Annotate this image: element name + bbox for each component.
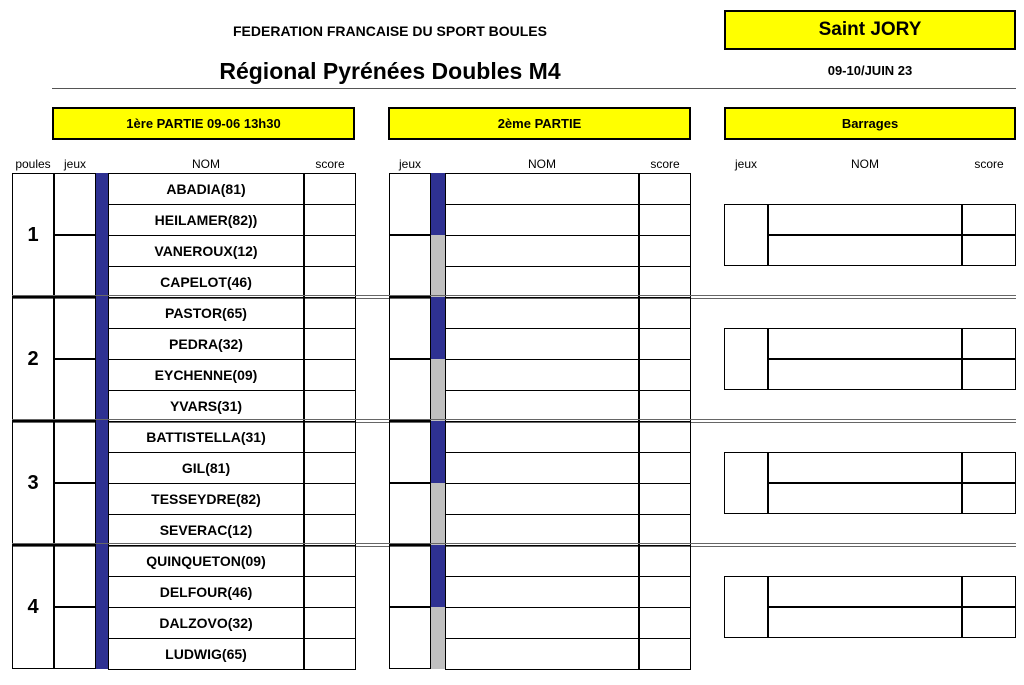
round2-name-cell[interactable] xyxy=(445,173,639,205)
round2-jeux-cell[interactable] xyxy=(389,607,431,669)
team-color-bar xyxy=(96,576,108,607)
barrage-name-cell[interactable] xyxy=(768,483,962,514)
round2-team-bar xyxy=(431,297,445,328)
player-name: PEDRA(32) xyxy=(108,328,304,360)
barrage-jeux-cell[interactable] xyxy=(724,576,768,638)
round2-team-bar xyxy=(431,545,445,576)
player-name: SEVERAC(12) xyxy=(108,514,304,546)
round1-score-cell[interactable] xyxy=(304,514,356,546)
round2-name-cell[interactable] xyxy=(445,638,639,670)
player-name: PASTOR(65) xyxy=(108,297,304,329)
federation-name: FEDERATION FRANCAISE DU SPORT BOULES xyxy=(233,23,547,39)
round2-name-cell[interactable] xyxy=(445,483,639,515)
pool-number: 1 xyxy=(12,173,54,297)
round1-score-cell[interactable] xyxy=(304,328,356,360)
round2-score-cell[interactable] xyxy=(639,607,691,639)
round1-score-cell[interactable] xyxy=(304,638,356,670)
round2-team-bar xyxy=(431,607,445,638)
col-header-nom-r2: NOM xyxy=(528,157,556,171)
round1-jeux-cell[interactable] xyxy=(54,173,96,235)
round2-score-cell[interactable] xyxy=(639,297,691,329)
page-title: Régional Pyrénées Doubles M4 xyxy=(219,57,561,84)
pool-number: 4 xyxy=(12,545,54,669)
round2-score-cell[interactable] xyxy=(639,576,691,608)
round2-name-cell[interactable] xyxy=(445,514,639,546)
col-header-jeux-r1: jeux xyxy=(63,157,86,171)
round2-jeux-cell[interactable] xyxy=(389,421,431,483)
round2-score-cell[interactable] xyxy=(639,328,691,360)
round1-score-cell[interactable] xyxy=(304,359,356,391)
barrage-score-cell[interactable] xyxy=(962,359,1016,390)
round1-jeux-cell[interactable] xyxy=(54,607,96,669)
barrage-score-cell[interactable] xyxy=(962,452,1016,483)
round2-name-cell[interactable] xyxy=(445,576,639,608)
venue-box: Saint JORY xyxy=(724,10,1016,50)
team-color-bar xyxy=(96,173,108,204)
pool-separator xyxy=(12,543,1016,544)
col-header-score-barrage: score xyxy=(974,157,1004,171)
round2-score-cell[interactable] xyxy=(639,483,691,515)
barrage-name-cell[interactable] xyxy=(768,359,962,390)
round2-team-bar xyxy=(431,452,445,483)
col-header-jeux-barrage: jeux xyxy=(734,157,757,171)
round2-team-bar xyxy=(431,638,445,669)
player-name: BATTISTELLA(31) xyxy=(108,421,304,453)
round2-score-cell[interactable] xyxy=(639,514,691,546)
round1-jeux-cell[interactable] xyxy=(54,359,96,421)
team-color-bar xyxy=(96,545,108,576)
round1-score-cell[interactable] xyxy=(304,235,356,267)
barrage-score-cell[interactable] xyxy=(962,483,1016,514)
barrage-name-cell[interactable] xyxy=(768,607,962,638)
player-name: QUINQUETON(09) xyxy=(108,545,304,577)
barrage-score-cell[interactable] xyxy=(962,235,1016,266)
team-color-bar xyxy=(96,638,108,669)
barrage-jeux-cell[interactable] xyxy=(724,452,768,514)
event-date: 09-10/JUIN 23 xyxy=(827,62,913,78)
round1-score-cell[interactable] xyxy=(304,545,356,577)
col-header-nom-r1: NOM xyxy=(192,157,220,171)
pool-number: 3 xyxy=(12,421,54,545)
round1-score-cell[interactable] xyxy=(304,421,356,453)
round2-team-bar xyxy=(431,483,445,514)
round2-team-bar xyxy=(431,390,445,421)
barrage-jeux-cell[interactable] xyxy=(724,204,768,266)
round2-jeux-cell[interactable] xyxy=(389,173,431,235)
round1-jeux-cell[interactable] xyxy=(54,545,96,607)
round2-team-bar xyxy=(431,235,445,266)
round2-team-bar xyxy=(431,359,445,390)
round1-score-cell[interactable] xyxy=(304,452,356,484)
col-header-score-r1: score xyxy=(315,157,345,171)
round2-name-cell[interactable] xyxy=(445,297,639,329)
round2-score-cell[interactable] xyxy=(639,235,691,267)
team-color-bar xyxy=(96,235,108,266)
barrage-score-cell[interactable] xyxy=(962,328,1016,359)
barrages-header: Barrages xyxy=(724,107,1016,140)
barrage-score-cell[interactable] xyxy=(962,204,1016,235)
round2-name-cell[interactable] xyxy=(445,359,639,391)
team-color-bar xyxy=(96,328,108,359)
round2-jeux-cell[interactable] xyxy=(389,297,431,359)
player-name: DELFOUR(46) xyxy=(108,576,304,608)
round2-header: 2ème PARTIE xyxy=(388,107,691,140)
round2-jeux-cell[interactable] xyxy=(389,483,431,545)
team-color-bar xyxy=(96,359,108,390)
round2-team-bar xyxy=(431,514,445,545)
round1-jeux-cell[interactable] xyxy=(54,421,96,483)
round2-score-cell[interactable] xyxy=(639,266,691,298)
player-name: VANEROUX(12) xyxy=(108,235,304,267)
barrage-name-cell[interactable] xyxy=(768,204,962,235)
player-name: TESSEYDRE(82) xyxy=(108,483,304,515)
round2-name-cell[interactable] xyxy=(445,607,639,639)
round2-team-bar xyxy=(431,266,445,297)
round2-name-cell[interactable] xyxy=(445,452,639,484)
player-name: DALZOVO(32) xyxy=(108,607,304,639)
round2-team-bar xyxy=(431,576,445,607)
round2-name-cell[interactable] xyxy=(445,266,639,298)
round2-name-cell[interactable] xyxy=(445,421,639,453)
round2-score-cell[interactable] xyxy=(639,173,691,205)
col-header-jeux-r2: jeux xyxy=(398,157,421,171)
round1-score-cell[interactable] xyxy=(304,204,356,236)
round1-score-cell[interactable] xyxy=(304,607,356,639)
barrage-score-cell[interactable] xyxy=(962,607,1016,638)
barrage-score-cell[interactable] xyxy=(962,576,1016,607)
team-color-bar xyxy=(96,204,108,235)
barrage-name-cell[interactable] xyxy=(768,576,962,607)
round2-name-cell[interactable] xyxy=(445,545,639,577)
team-color-bar xyxy=(96,514,108,545)
team-color-bar xyxy=(96,421,108,452)
round2-jeux-cell[interactable] xyxy=(389,235,431,297)
round2-score-cell[interactable] xyxy=(639,390,691,422)
round2-name-cell[interactable] xyxy=(445,235,639,267)
round1-score-cell[interactable] xyxy=(304,390,356,422)
team-color-bar xyxy=(96,452,108,483)
player-name: HEILAMER(82)) xyxy=(108,204,304,236)
team-color-bar xyxy=(96,607,108,638)
round2-name-cell[interactable] xyxy=(445,328,639,360)
round2-name-cell[interactable] xyxy=(445,204,639,236)
round1-score-cell[interactable] xyxy=(304,576,356,608)
round1-score-cell[interactable] xyxy=(304,483,356,515)
player-name: LUDWIG(65) xyxy=(108,638,304,670)
round1-score-cell[interactable] xyxy=(304,173,356,205)
team-color-bar xyxy=(96,483,108,514)
round2-team-bar xyxy=(431,328,445,359)
round2-jeux-cell[interactable] xyxy=(389,545,431,607)
barrage-jeux-cell[interactable] xyxy=(724,328,768,390)
round2-name-cell[interactable] xyxy=(445,390,639,422)
round2-score-cell[interactable] xyxy=(639,421,691,453)
round2-team-bar xyxy=(431,204,445,235)
pool-number: 2 xyxy=(12,297,54,421)
round1-jeux-cell[interactable] xyxy=(54,483,96,545)
round2-score-cell[interactable] xyxy=(639,638,691,670)
player-name: EYCHENNE(09) xyxy=(108,359,304,391)
header-divider xyxy=(52,88,1016,89)
barrage-name-cell[interactable] xyxy=(768,235,962,266)
team-color-bar xyxy=(96,266,108,297)
col-header-score-r2: score xyxy=(650,157,680,171)
round2-score-cell[interactable] xyxy=(639,204,691,236)
player-name: ABADIA(81) xyxy=(108,173,304,205)
player-name: GIL(81) xyxy=(108,452,304,484)
player-name: YVARS(31) xyxy=(108,390,304,422)
round2-team-bar xyxy=(431,173,445,204)
round1-jeux-cell[interactable] xyxy=(54,235,96,297)
team-color-bar xyxy=(96,390,108,421)
round2-score-cell[interactable] xyxy=(639,359,691,391)
round1-header: 1ère PARTIE 09-06 13h30 xyxy=(52,107,355,140)
round2-team-bar xyxy=(431,421,445,452)
round1-score-cell[interactable] xyxy=(304,266,356,298)
round2-score-cell[interactable] xyxy=(639,452,691,484)
barrage-name-cell[interactable] xyxy=(768,452,962,483)
round2-score-cell[interactable] xyxy=(639,545,691,577)
player-name: CAPELOT(46) xyxy=(108,266,304,298)
round2-jeux-cell[interactable] xyxy=(389,359,431,421)
team-color-bar xyxy=(96,297,108,328)
round1-jeux-cell[interactable] xyxy=(54,297,96,359)
col-header-nom-barrage: NOM xyxy=(851,157,879,171)
col-header-poules: poules xyxy=(15,157,51,171)
pool-separator xyxy=(12,295,1016,296)
round1-score-cell[interactable] xyxy=(304,297,356,329)
pool-separator xyxy=(12,419,1016,420)
barrage-name-cell[interactable] xyxy=(768,328,962,359)
